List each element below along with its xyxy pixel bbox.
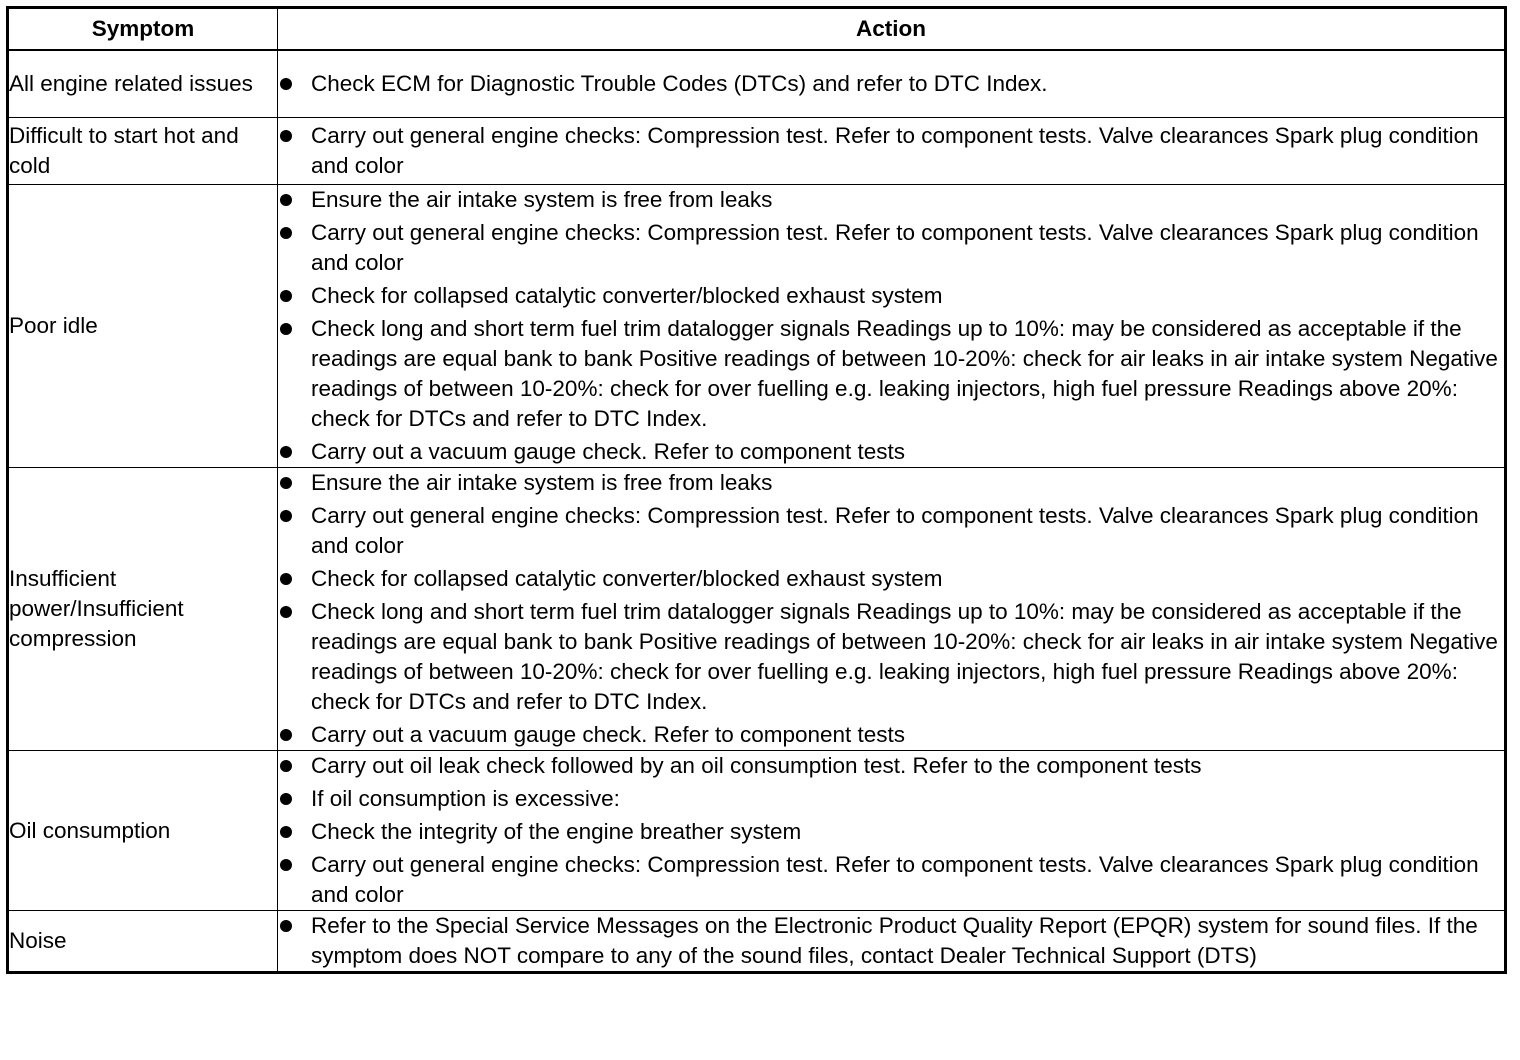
table-row: [8, 185, 1506, 468]
action-cell: [278, 751, 1506, 911]
table-row: [8, 50, 1506, 118]
action-list: [278, 468, 1504, 750]
symptom-cell: Poor idle: [8, 185, 278, 468]
action-list: [278, 751, 1504, 910]
symptom-cell: Insufficient power/Insufficient compression: [8, 468, 278, 751]
action-list: [278, 911, 1504, 971]
action-item: Carry out general engine checks: Compression test. Refer to component tests. Valve clearances Spark plug condition and color: [278, 121, 1504, 181]
table-row: [8, 468, 1506, 751]
symptom-cell: All engine related issues: [8, 50, 278, 118]
action-item: Carry out general engine checks: Compression test. Refer to component tests. Valve clearances Spark plug condition and color: [278, 501, 1504, 561]
table-row: [8, 118, 1506, 185]
action-item: Check the integrity of the engine breather system: [278, 817, 1504, 847]
action-list: [278, 121, 1504, 181]
action-item: Check long and short term fuel trim datalogger signals Readings up to 10%: may be considered as acceptable if the readings are equal bank to bank Positive readings of between 10-20%: check for air leaks in air intake system Negative readings of between 10-20%: check for over fuelling e.g. leaking injectors, high fuel pressure Readings above 20%: check for DTCs and refer to DTC Index.: [278, 314, 1504, 434]
action-item: Check for collapsed catalytic converter/blocked exhaust system: [278, 564, 1504, 594]
action-item: Refer to the Special Service Messages on the Electronic Product Quality Report (EPQR) system for sound files. If the symptom does NOT compare to any of the sound files, contact Dealer Technical Support (DTS): [278, 911, 1504, 971]
action-cell: [278, 50, 1506, 118]
action-item: Ensure the air intake system is free from leaks: [278, 468, 1504, 498]
action-item: Carry out a vacuum gauge check. Refer to component tests: [278, 720, 1504, 750]
symptom-cell: Oil consumption: [8, 751, 278, 911]
action-cell: [278, 468, 1506, 751]
action-item: Check long and short term fuel trim datalogger signals Readings up to 10%: may be considered as acceptable if the readings are equal bank to bank Positive readings of between 10-20%: check for air leaks in air intake system Negative readings of between 10-20%: check for over fuelling e.g. leaking injectors, high fuel pressure Readings above 20%: check for DTCs and refer to DTC Index.: [278, 597, 1504, 717]
header-row: [8, 8, 1506, 51]
action-item: If oil consumption is excessive:: [278, 784, 1504, 814]
action-item: Carry out general engine checks: Compression test. Refer to component tests. Valve clearances Spark plug condition and color: [278, 850, 1504, 910]
symptom-cell: Noise: [8, 911, 278, 973]
action-cell: [278, 911, 1506, 973]
action-item: Carry out general engine checks: Compression test. Refer to component tests. Valve clearances Spark plug condition and color: [278, 218, 1504, 278]
action-cell: [278, 118, 1506, 185]
symptom-action-table: [6, 6, 1507, 974]
symptom-cell: Difficult to start hot and cold: [8, 118, 278, 185]
action-item: Ensure the air intake system is free from leaks: [278, 185, 1504, 215]
table-row: [8, 911, 1506, 973]
action-item: Check for collapsed catalytic converter/blocked exhaust system: [278, 281, 1504, 311]
action-cell: [278, 185, 1506, 468]
action-column-header: Action: [278, 8, 1506, 51]
action-list: [278, 69, 1504, 99]
action-item: Carry out oil leak check followed by an oil consumption test. Refer to the component tests: [278, 751, 1504, 781]
action-item: Carry out a vacuum gauge check. Refer to component tests: [278, 437, 1504, 467]
action-item: Check ECM for Diagnostic Trouble Codes (DTCs) and refer to DTC Index.: [278, 69, 1504, 99]
symptom-column-header: Symptom: [8, 8, 278, 51]
action-list: [278, 185, 1504, 467]
table-row: [8, 751, 1506, 911]
